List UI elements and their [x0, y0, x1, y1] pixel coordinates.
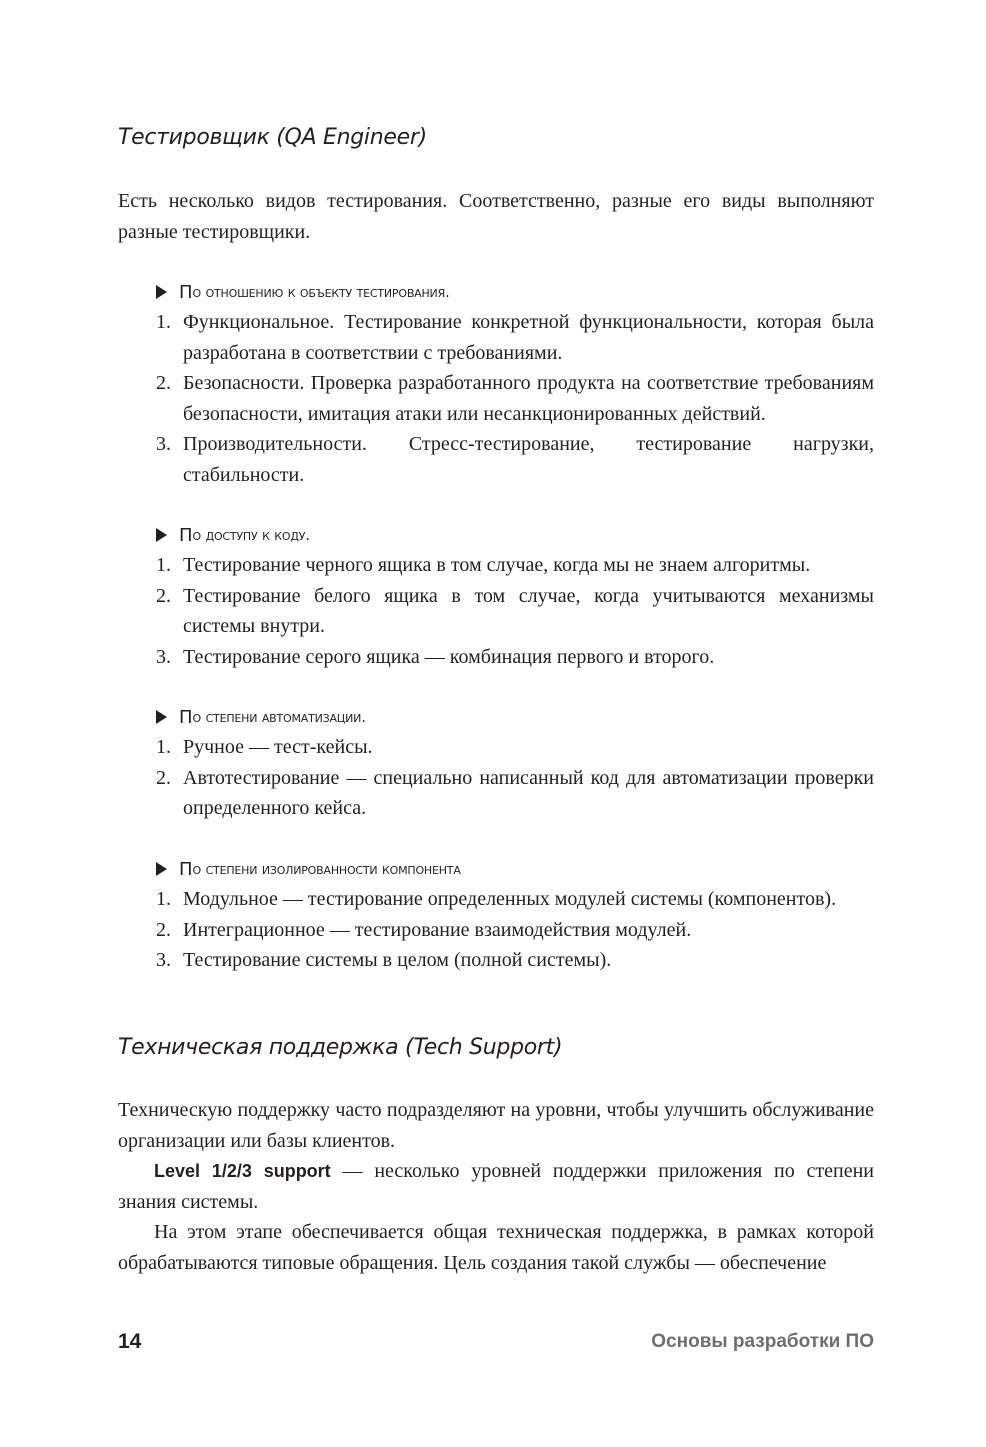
page-number: 14	[118, 1330, 142, 1353]
group-heading-automation: П о степени автоматизации.	[156, 706, 366, 728]
list-item: 3. Тестирование системы в целом (полной системы).	[156, 949, 612, 971]
arrow-bullet-icon	[156, 862, 167, 876]
arrow-bullet-icon	[156, 285, 167, 299]
ordered-list-object	[156, 307, 874, 490]
ordered-list-code-access	[156, 550, 874, 672]
list-item: 1. Модульное — тестирование определенных модулей системы (компонентов).	[156, 888, 837, 910]
ordered-list-isolation	[156, 884, 874, 976]
arrow-bullet-icon	[156, 710, 167, 724]
tech-support-paragraph-2: Level 1/2/3 support — несколько уровней поддержки приложения по степени знания системы.	[118, 1160, 874, 1213]
ordered-list-automation	[156, 732, 874, 824]
list-item: 3. Тестирование серого ящика — комбинация первого и второго.	[156, 645, 715, 668]
list-item: 1. Функциональное. Тестирование конкретной функциональности, которая была разработана в соответствии с требованиями.	[156, 311, 874, 364]
level-support-term: Level 1/2/3 support	[154, 1161, 331, 1181]
list-item: 3. Производительности. Стресс-тестирование, тестирование нагрузки, стабильности.	[156, 433, 874, 486]
section-title-qa: Тестировщик (QA Engineer)	[118, 125, 427, 150]
group-heading-isolation: П о степени изолированности компонента	[156, 858, 461, 880]
arrow-bullet-icon	[156, 528, 167, 542]
group-heading-code-access: П о доступу к коду.	[156, 524, 310, 546]
list-item: 1. Ручное — тест-кейсы.	[156, 736, 373, 758]
tech-support-paragraph-3: На этом этапе обеспечивается общая техническая поддержка, в рамках которой обрабатываются типовые обращения. Цель создания такой службы — обеспечение	[118, 1221, 874, 1274]
list-item: 2. Тестирование белого ящика в том случае, когда учитываются механизмы системы внутри.	[156, 584, 874, 637]
list-item: 1. Тестирование черного ящика в том случае, когда мы не знаем алгоритмы.	[156, 554, 811, 576]
list-item: 2. Автотестирование — специально написанный код для автоматизации проверки определенного кейса.	[156, 766, 874, 819]
section-title-tech-support: Техническая поддержка (Tech Support)	[118, 1035, 563, 1060]
tech-support-paragraph-1: Техническую поддержку часто подразделяют на уровни, чтобы улучшить обслуживание организации или базы клиентов.	[118, 1099, 874, 1152]
running-footer-title: Основы разработки ПО	[651, 1331, 874, 1352]
group-heading-object: П о отношению к объекту тестирования.	[156, 281, 450, 303]
qa-intro-paragraph: Есть несколько видов тестирования. Соответственно, разные его виды выполняют разные тестировщики.	[118, 190, 874, 243]
list-item: 2. Интеграционное — тестирование взаимодействия модулей.	[156, 918, 692, 941]
list-item: 2. Безопасности. Проверка разработанного продукта на соответствие требованиям безопасности, имитация атаки или несанкционированных действий.	[156, 372, 874, 425]
